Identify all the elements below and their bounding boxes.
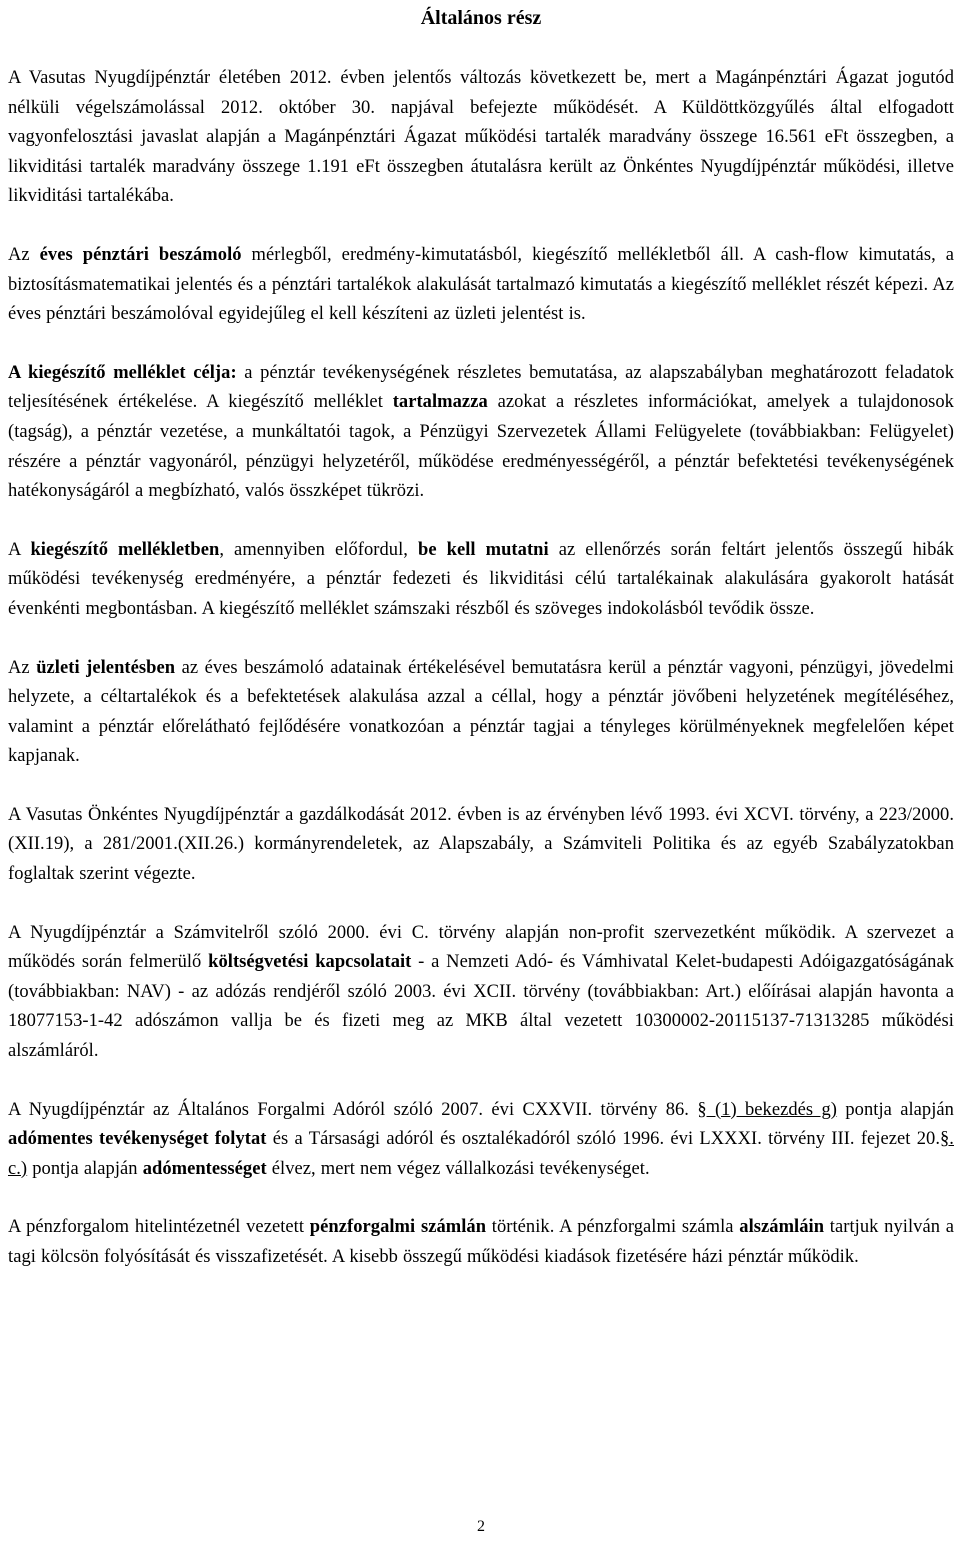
paragraph-supplementary-purpose: A kiegészítő melléklet célja: a pénztár tevékenységének részletes bemutatása, az alapszabályban meghatározott feladatok teljesítésének értékelése. A kiegészítő melléklet tartalmazza azokat a részletes információkat, amelyek a tulajdonosok (tagság), a pénztár vezetése, a munkáltatói tagok, a Pénzügyi Szervezetek Állami Felügyelete (továbbiakban: Felügyelet) részére a pénztár vagyonáról, pénzügyi helyzetéről, működése eredményességéről, a pénztár befektetési tevékenységének hatékonyságáról a megbízható, valós összképet tükrözi. <box>8 362 954 502</box>
page-number: 2 <box>477 1518 485 1535</box>
section-title: Általános rész <box>420 7 542 29</box>
document-page <box>8 0 954 1557</box>
paragraph-supplementary-errors: A kiegészítő mellékletben, amennyiben előfordul, be kell mutatni az ellenőrzés során feltárt jelentős összegű hibák működési tevékenység eredményére, a pénztár fedezeti és likviditási célú tartalékainak alakulására gyakorolt hatását évenkénti megbontásban. A kiegészítő melléklet számszaki részből és szöveges indokolásból tevődik össze. <box>8 539 954 619</box>
paragraph-business-report: Az üzleti jelentésben az éves beszámoló adatainak értékelésével bemutatásra kerül a pénztár vagyoni, pénzügyi, jövedelmi helyzete, a céltartalékok és a befektetések alakulása azzal a céllal, hogy a pénztár jövőbeni helyzetének megítéléséhez, valamint a pénztár előrelátható fejlődésére vonatkozóan a pénztár tagjai a tényleges körülményeknek megfelelően képet kapjanak. <box>8 657 955 767</box>
paragraph-cash-flow: A pénzforgalom hitelintézetnél vezetett pénzforgalmi számlán történik. A pénzforgalmi számla alszámláin tartjuk nyilván a tagi kölcsön folyósítását és visszafizetését. A kisebb összegű működési kiadások fizetésére házi pénztár működik. <box>8 1217 954 1267</box>
paragraph-intro: A Vasutas Nyugdíjpénztár életében 2012. évben jelentős változás következett be, mert a Magánpénztári Ágazat jogutód nélküli végelszámolással 2012. október 30. napjával befejezte működését. A Küldöttközgyűlés által elfogadott vagyonfelosztási javaslat alapján a Magánpénztári Ágazat működési tartalék maradvány összege 16.561 eFt összegben, a likviditási tartalék maradvány összege 1.191 eFt összegben átutalásra került az Önkéntes Nyugdíjpénztár működési, illetve likviditási tartalékába. <box>8 68 954 207</box>
paragraph-legal-basis: A Vasutas Önkéntes Nyugdíjpénztár a gazdálkodását 2012. évben is az érvényben lévő 1993. évi XCVI. törvény, a 223/2000.(XII.19), a 281/2001.(XII.26.) kormányrendeletek, az Alapszabály, a Számviteli Politika és az egyéb Szabályzatokban foglaltak szerint végezte. <box>8 804 954 885</box>
paragraph-tax-relations: A Nyugdíjpénztár a Számvitelről szóló 2000. évi C. törvény alapján non-profit szervezetként működik. A szervezet a működés során felmerülő költségvetési kapcsolatait - a Nemzeti Adó- és Vámhivatal Kelet-budapesti Adóigazgatóságának (továbbiakban: NAV) - az adózás rendjéről szóló 2003. évi XCII. törvény (továbbiakban: Art.) előírásai alapján havonta a 18077153-1-42 adószámon vallja be és fizeti meg az MKB által vezetett 10300002-20115137-71313285 működési alszámláról. <box>8 922 955 1062</box>
paragraph-annual-report: Az éves pénztári beszámoló mérlegből, eredmény-kimutatásból, kiegészítő mellékletből áll. A cash-flow kimutatás, a biztosításmatematikai jelentés és a pénztári tartalékok alakulását tartalmazó kimutatás a kiegészítő melléklet részét képezi. Az éves pénztári beszámolóval egyidejűleg el kell készíteni az üzleti jelentést is. <box>8 244 954 325</box>
paragraph-vat-exemption: A Nyugdíjpénztár az Általános Forgalmi Adóról szóló 2007. évi CXXVII. törvény 86. § (1) bekezdés g) pontja alapján adómentes tevékenységet folytat és a Társasági adóról és osztalékadóról szóló 1996. évi LXXXI. törvény III. fejezet 20.§. c.) pontja alapján adómentességet élvez, mert nem végez vállalkozási tevékenységet. <box>8 1099 954 1179</box>
